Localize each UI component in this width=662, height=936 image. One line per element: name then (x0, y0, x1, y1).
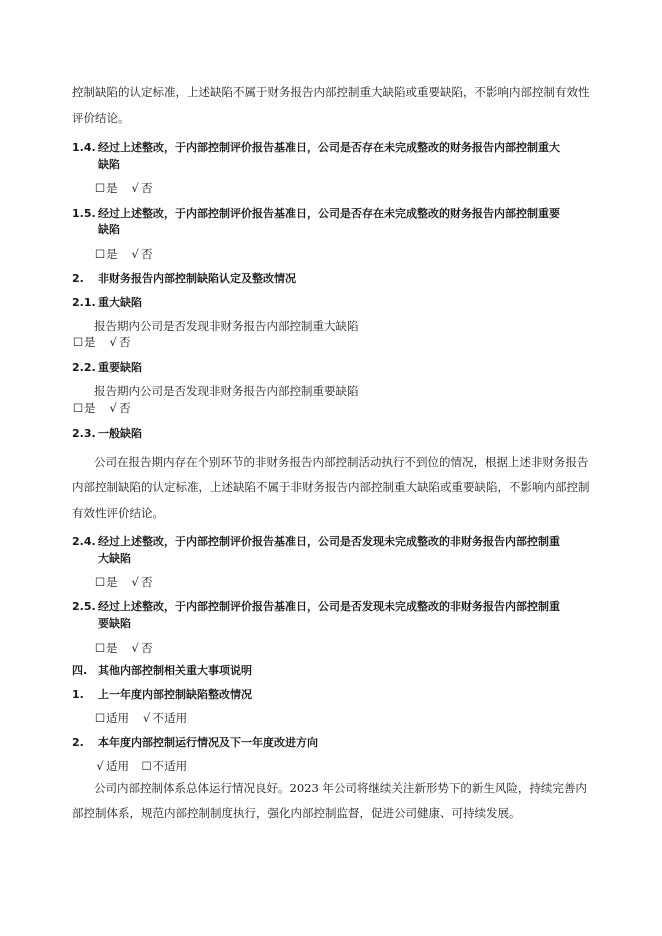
option-not-applicable: 不适用 (152, 711, 188, 725)
question-2-5 (72, 599, 560, 615)
paragraph-line: 控制缺陷的认定标准，上述缺陷不属于财务报告内部控制重大缺陷或重要缺陷，不影响内部控制有效性 (72, 85, 590, 99)
section-title: 上一年度内部控制缺陷整改情况 (98, 688, 252, 701)
checkbox-unchecked-icon[interactable]: ☐ (94, 711, 106, 725)
option-not-applicable: 不适用 (152, 759, 188, 773)
option-yes: 是 (106, 641, 118, 655)
check-mark-icon[interactable]: √ (131, 181, 139, 195)
section-title: 一般缺陷 (98, 427, 142, 440)
paragraph-line: 有效性评价结论。 (72, 506, 164, 520)
option-no: 否 (141, 641, 153, 655)
option-no: 否 (141, 181, 153, 195)
paragraph-line: 评价结论。 (72, 111, 130, 125)
option-no: 否 (119, 401, 131, 415)
section-title: 重要缺陷 (98, 361, 142, 374)
option-yes: 是 (84, 335, 96, 349)
section-4-heading (72, 663, 252, 679)
question-text: 经过上述整改，于内部控制评价报告基准日，公司是否存在未完成整改的财务报告内部控制重要 (98, 207, 560, 220)
section-2-heading (72, 271, 296, 287)
option-yes: 是 (106, 575, 118, 589)
check-mark-icon[interactable]: √ (109, 335, 117, 349)
check-mark-icon[interactable]: √ (142, 711, 151, 725)
check-mark-icon[interactable]: √ (96, 759, 104, 773)
checkbox-group (72, 334, 131, 350)
question-text-cont: 大缺陷 (98, 552, 131, 565)
paragraph-line: 公司内部控制体系总体运行情况良好。2023 年公司将继续关注新形势下的新生风险，持续完善内 (94, 781, 587, 795)
section-number: 2. (72, 736, 84, 749)
section-number: 1.4. (72, 141, 96, 154)
checkbox-unchecked-icon[interactable]: ☐ (141, 759, 152, 773)
question-1-5 (72, 206, 560, 222)
section-number: 2. (72, 272, 84, 285)
checkbox-unchecked-icon[interactable]: ☐ (94, 247, 106, 261)
option-yes: 是 (106, 181, 118, 195)
section-title: 其他内部控制相关重大事项说明 (98, 664, 252, 677)
question-2-4 (72, 534, 560, 550)
checkbox-unchecked-icon[interactable]: ☐ (94, 575, 106, 589)
section-number: 2.5. (72, 600, 96, 613)
question-text: 报告期内公司是否发现非财务报告内部控制重大缺陷 (94, 319, 359, 333)
paragraph-line: 内部控制缺陷的认定标准，上述缺陷不属于非财务报告内部控制重大缺陷或重要缺陷，不影响内部控制 (72, 480, 590, 494)
option-no: 否 (141, 247, 153, 261)
paragraph-line: 部控制体系，规范内部控制制度执行，强化内部控制监督，促进公司健康、可持续发展。 (72, 806, 521, 820)
question-text: 经过上述整改，于内部控制评价报告基准日，公司是否发现未完成整改的非财务报告内部控制重 (98, 535, 560, 548)
check-mark-icon[interactable]: √ (109, 401, 117, 415)
option-yes: 是 (106, 247, 118, 261)
question-text-cont: 要缺陷 (98, 617, 131, 630)
section-number: 2.1. (72, 296, 96, 309)
section-number: 2.4. (72, 535, 96, 548)
option-applicable: 适用 (106, 711, 129, 725)
checkbox-group (94, 758, 187, 774)
option-no: 否 (141, 575, 153, 589)
section-4-1-heading (72, 687, 252, 703)
section-number: 2.3. (72, 427, 96, 440)
check-mark-icon[interactable]: √ (131, 575, 139, 589)
section-4-2-heading (72, 735, 318, 751)
question-text-cont: 缺陷 (98, 223, 120, 236)
section-2-1-heading (72, 295, 142, 311)
checkbox-unchecked-icon[interactable]: ☐ (94, 641, 106, 655)
question-text: 经过上述整改，于内部控制评价报告基准日，公司是否存在未完成整改的财务报告内部控制重大 (98, 141, 560, 154)
section-number: 四. (72, 664, 88, 677)
section-number: 2.2. (72, 361, 96, 374)
checkbox-group (94, 574, 153, 590)
checkbox-group (94, 710, 187, 726)
section-2-2-heading (72, 360, 142, 376)
section-number: 1.5. (72, 207, 96, 220)
checkbox-group (94, 180, 153, 196)
paragraph-line: 公司在报告期内存在个别环节的非财务报告内部控制活动执行不到位的情况，根据上述非财务报告 (94, 455, 589, 469)
question-text: 经过上述整改，于内部控制评价报告基准日，公司是否发现未完成整改的非财务报告内部控制重 (98, 600, 560, 613)
check-mark-icon[interactable]: √ (131, 641, 139, 655)
check-mark-icon[interactable]: √ (131, 247, 139, 261)
option-yes: 是 (84, 401, 96, 415)
checkbox-unchecked-icon[interactable]: ☐ (72, 401, 84, 415)
option-no: 否 (119, 335, 131, 349)
checkbox-unchecked-icon[interactable]: ☐ (72, 335, 84, 349)
checkbox-group (94, 640, 153, 656)
section-title: 本年度内部控制运行情况及下一年度改进方向 (98, 736, 318, 749)
option-applicable: 适用 (106, 759, 129, 773)
checkbox-group (94, 246, 153, 262)
section-2-3-heading (72, 426, 142, 442)
section-number: 1. (72, 688, 84, 701)
question-1-4 (72, 140, 560, 156)
checkbox-unchecked-icon[interactable]: ☐ (94, 181, 106, 195)
checkbox-group (72, 400, 131, 416)
question-text-cont: 缺陷 (98, 158, 120, 171)
question-text: 报告期内公司是否发现非财务报告内部控制重要缺陷 (94, 384, 359, 398)
section-title: 重大缺陷 (98, 296, 142, 309)
section-title: 非财务报告内部控制缺陷认定及整改情况 (98, 272, 296, 285)
